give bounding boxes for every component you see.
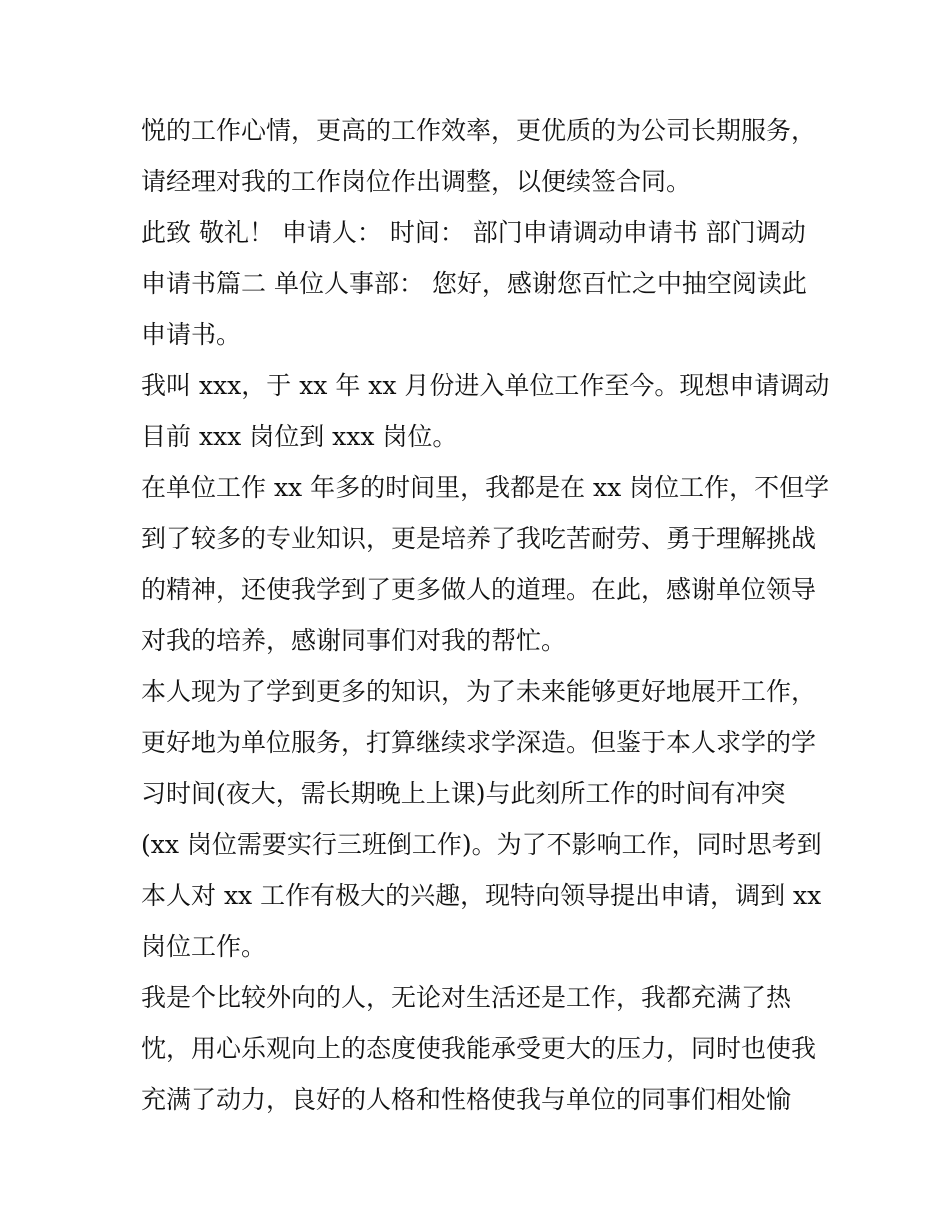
text-line: 目前 xxx 岗位到 xxx 岗位。 xyxy=(141,422,458,451)
text-line: 更好地为单位服务，打算继续求学深造。但鉴于本人求学的学 xyxy=(141,728,817,757)
text-line: 申请书。 xyxy=(141,320,242,349)
text-line: 本人对 xx 工作有极大的兴趣，现特向领导提出申请，调到 xx xyxy=(141,881,822,910)
text-line: 悦的工作心情，更高的工作效率，更优质的为公司长期服务， xyxy=(141,116,817,145)
text-line: 的精神，还使我学到了更多做人的道理。在此，感谢单位领导 xyxy=(141,575,817,604)
text-line: 忱，用心乐观向上的态度使我能承受更大的压力，同时也使我 xyxy=(141,1034,817,1063)
text-line: 充满了动力，良好的人格和性格使我与单位的同事们相处愉 xyxy=(141,1085,792,1114)
text-line: 我叫 xxx，于 xx 年 xx 月份进入单位工作至今。现想申请调动 xyxy=(141,371,830,400)
document-body xyxy=(141,105,830,1125)
text-line: 此致 敬礼！ 申请人： 时间： 部门申请调动申请书 部门调动 xyxy=(141,218,806,247)
text-line: 请经理对我的工作岗位作出调整，以便续签合同。 xyxy=(141,167,692,196)
text-line: 我是个比较外向的人，无论对生活还是工作，我都充满了热 xyxy=(141,983,792,1012)
text-line: 本人现为了学到更多的知识，为了未来能够更好地展开工作， xyxy=(141,677,817,706)
text-line: 习时间(夜大，需长期晚上上课)与此刻所工作的时间有冲突 xyxy=(141,779,786,808)
text-line: 申请书篇二 单位人事部： 您好，感谢您百忙之中抽空阅读此 xyxy=(141,269,807,298)
text-line: (xx 岗位需要实行三班倒工作)。为了不影响工作，同时思考到 xyxy=(141,830,822,859)
text-line: 到了较多的专业知识，更是培养了我吃苦耐劳、勇于理解挑战 xyxy=(141,524,817,553)
text-line: 岗位工作。 xyxy=(141,932,267,961)
text-line: 在单位工作 xx 年多的时间里，我都是在 xx 岗位工作，不但学 xyxy=(141,473,830,502)
text-line: 对我的培养，感谢同事们对我的帮忙。 xyxy=(141,626,567,655)
